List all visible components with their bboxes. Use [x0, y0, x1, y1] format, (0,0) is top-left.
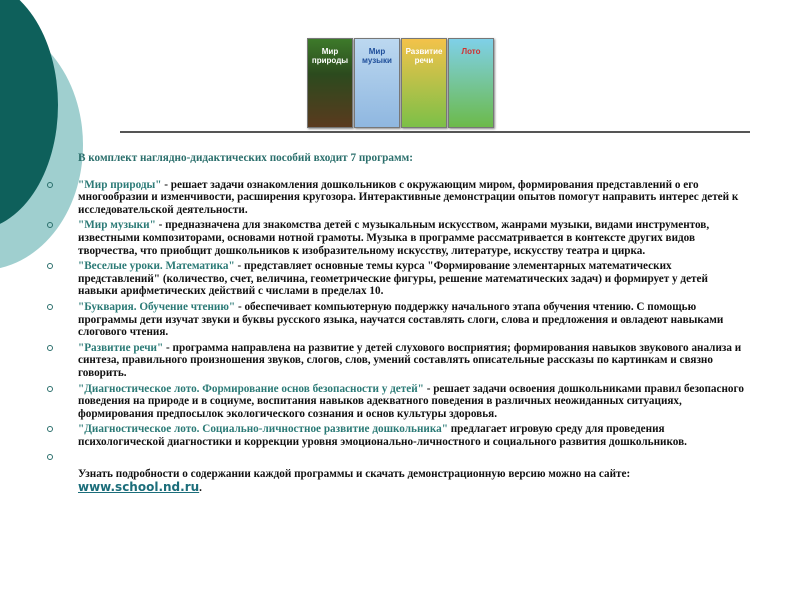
list-item: "Развитие речи" - программа направлена на развитие у детей слухового восприятия; формирования навыков звукового анализа и синтеза, правильного произношения звуков, слогов, слов, умений составлять описательные рассказы по картинкам и связно говорить.	[78, 342, 750, 380]
cover-speech: Развитие речи	[401, 38, 447, 128]
cover-lotto: Лото	[448, 38, 494, 128]
list-item: "Мир природы" - решает задачи ознакомления дошкольников с окружающим миром, формирования представлений о его многообразии и изменчивости, расширения кругозора. Интерактивные демонстрации опытов помогут направить интерес детей к исследовательской деятельности.	[78, 179, 750, 217]
list-item: "Диагностическое лото. Социально-личностное развитие дошкольника" предлагает игровую среду для проведения психологической диагностики и коррекции уровня эмоционально-личностного и социального развития дошкольников.	[78, 423, 750, 448]
product-boxes-image	[307, 36, 493, 128]
slide-content	[78, 152, 750, 494]
slide-title: В комплект наглядно-дидактических пособий входит 7 программ:	[78, 152, 413, 164]
list-item: "Мир музыки" - предназначена для знакомства детей с музыкальным искусством, жанрами музыки, видами инструментов, известными композиторами, основами нотной грамоты. Музыка в программе рассматривается в контексте других видов творчества, что приобщит дошкольников к изобразительному искусству, литературе, искусству театра и цирка.	[78, 219, 750, 257]
cover-nature: Мир природы	[307, 38, 353, 128]
list-item: "Диагностическое лото. Формирование основ безопасности у детей" - решает задачи освоения дошкольниками правил безопасного поведения на природе и в социуме, воспитания навыков адекватного поведения в различных неожиданных ситуациях, формирования предпосылок экологического сознания и основ культуры здоровья.	[78, 383, 750, 421]
decor-circles	[0, 0, 90, 280]
list-item: "Веселые уроки. Математика" - представляет основные темы курса "Формирование элементарных математических представлений" (количество, счет, величина, геометрические фигуры, решение математических задач) и формирует у детей навыки арифметических действий с числами в пределах 10.	[78, 260, 750, 298]
cover-music: Мир музыки	[354, 38, 400, 128]
footer-note: Узнать подробности о содержании каждой программы и скачать демонстрационную версию можно на сайте: www.school.nd.ru.	[78, 468, 631, 494]
list-item: "Буквария. Обучение чтению" - обеспечивает компьютерную поддержку начального этапа обучения чтению. С помощью программы дети изучат звуки и буквы русского языка, научатся составлять слоги, слова и предложения и овладеют навыками слогового чтения.	[78, 301, 750, 339]
list-item-empty	[78, 451, 750, 464]
divider	[120, 131, 750, 133]
site-link[interactable]: www.school.nd.ru	[78, 479, 200, 494]
